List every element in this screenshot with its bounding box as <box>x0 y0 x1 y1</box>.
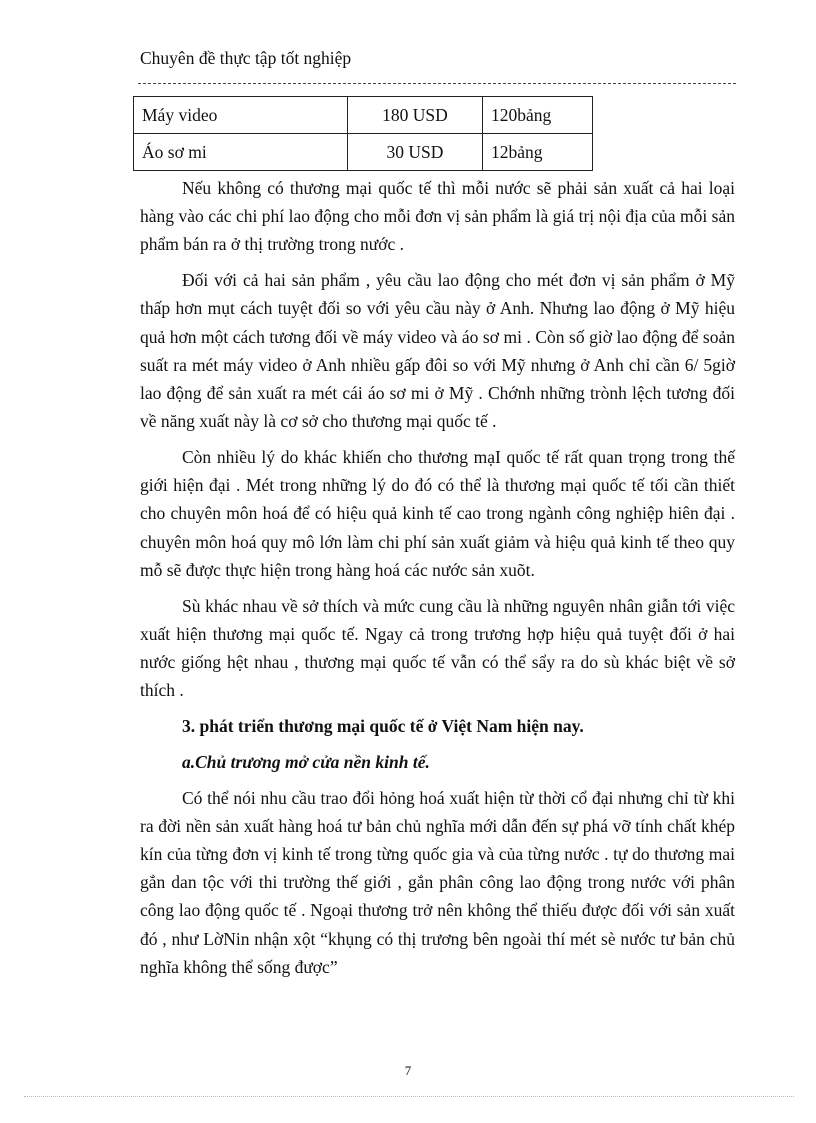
footer-divider <box>24 1096 794 1097</box>
document-body <box>140 174 735 989</box>
table-cell-usd: 30 USD <box>348 134 483 171</box>
table-cell-gbp: 12bảng <box>483 134 593 171</box>
table-cell-usd: 180 USD <box>348 97 483 134</box>
page-number: 7 <box>404 1063 412 1078</box>
header-divider <box>138 83 736 84</box>
paragraph: Có thể nói nhu cầu trao đổi hỏng hoá xuất hiện từ thời cổ đại nhưng chỉ từ khi ra đời nền sản xuất hàng hoá tư bản chủ nghĩa mới dẫn đến sự phá vỡ tính chất khép kín của từng đơn vị kinh tế trong từng quốc gia và của từng nước . tự do thương mai gắn dan tộc với thi trường thế giới , gắn phân công lao động trong nước với phân công lao động quốc tế . Ngoại thương trở nên không thể thiếu được đối với sản xuất đó , như LờNin nhận xột “khụng có thị trương bên ngoài thí mét sè nước tư bản chủ nghĩa không thể sống được” <box>140 787 735 977</box>
table-row <box>134 134 593 171</box>
paragraph: Còn nhiều lý do khác khiến cho thương mạI quốc tế rất quan trọng trong thế giới hiện đại . Mét trong những lý do đó có thể là thương mại quốc tế tối cần thiết cho chuyên môn hoá để có hiệu quả kinh tế cao trong ngành công nghiệp hiên đại . chuyên môn hoá quy mô lớn làm chi phí sản xuất giảm và hiệu quả kinh tế theo quy mỗ sẽ được thực hiện trong hàng hoá các nước sản xuõt. <box>140 447 735 580</box>
table-cell-product: Máy video <box>134 97 348 134</box>
section-heading: 3. phát triển thương mại quốc tế ở Việt Nam hiện nay. <box>182 716 584 737</box>
table-cell-gbp: 120bảng <box>483 97 593 134</box>
paragraph: Đối với cả hai sản phẩm , yêu cầu lao động cho mét đơn vị sản phẩm ở Mỹ thấp hơn mụt cách tuyệt đối so với yêu cầu này ở Anh. Nhưng lao động ở Mỹ hiệu quả hơn một cách tương đối về máy video và áo sơ mi . Còn số giờ lao động để soản suất ra mét máy video ở Anh nhiều gấp đôi so với Mỹ nhưng ở Anh chỉ cần 6/ 5giờ lao động để sản xuất ra mét cái áo sơ mi ở Mỹ . Chớnh những trònh lệch tương đối về năng xuất này là cơ sở cho thương mại quốc tế . <box>140 270 735 432</box>
price-table <box>133 96 593 171</box>
paragraph: Sù khác nhau về sở thích và mức cung cầu là những nguyên nhân giẫn tới việc xuất hiện thương mại quốc tế. Ngay cả trong trương hợp hiệu quả tuyệt đối ở hai nước giống hệt nhau , thương mại quốc tế vẫn có thể sẩy ra do sù khác biệt về sở thích . <box>140 595 735 701</box>
paragraph: Nếu không có thương mại quốc tế thì mỗi nước sẽ phải sản xuất cả hai loại hàng vào các chi phí lao động cho mỗi đơn vị sản phẩm là giá trị nội địa của mỗi sản phẩm bán ra ở thị trường trong nước . <box>140 178 735 255</box>
page-header: Chuyên đề thực tập tốt nghiệp <box>140 48 352 68</box>
table-cell-product: Áo sơ mi <box>134 134 348 171</box>
table-row <box>134 97 593 134</box>
subsection-heading: a.Chủ trương mở cửa nền kinh tế. <box>182 751 430 772</box>
